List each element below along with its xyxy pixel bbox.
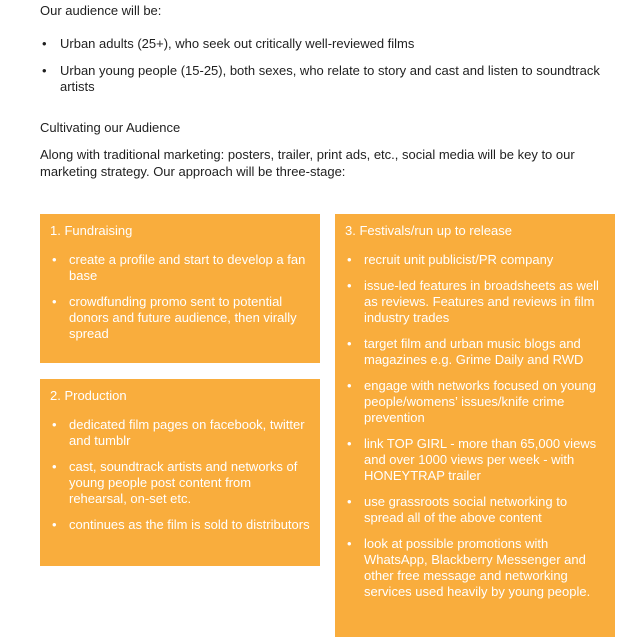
festivals-title: 3. Festivals/run up to release (345, 223, 512, 238)
audience-item (40, 63, 620, 95)
production-panel (40, 379, 320, 566)
bullet-icon: • (52, 417, 57, 432)
fundraising-item (50, 252, 310, 284)
production-item-text: dedicated film pages on facebook, twitter and tumblr (69, 417, 305, 448)
cultivating-intro: Along with traditional marketing: posters, trailer, print ads, etc., social media will be key to our marketing strategy. Our approach will be three-stage: (40, 147, 575, 179)
bullet-icon: • (52, 294, 57, 309)
festivals-item (345, 536, 605, 600)
bullet-icon: • (42, 36, 47, 51)
fundraising-item (50, 294, 310, 342)
festivals-item-text: engage with networks focused on young people/womens’ issues/knife crime prevention (364, 378, 596, 425)
festivals-item-text: use grassroots social networking to spread all of the above content (364, 494, 568, 525)
fundraising-panel (40, 214, 320, 363)
bullet-icon: • (52, 517, 57, 532)
bullet-icon: • (347, 436, 352, 451)
fundraising-item-text: crowdfunding promo sent to potential donors and future audience, then virally spread (69, 294, 297, 341)
festivals-panel (335, 214, 615, 637)
bullet-icon: • (347, 536, 352, 551)
festivals-item-text: issue-led features in broadsheets as well as reviews. Features and reviews in film industry trades (364, 278, 599, 325)
festivals-item-text: target film and urban music blogs and magazines e.g. Grime Daily and RWD (364, 336, 584, 367)
festivals-item (345, 436, 605, 484)
audience-item-text: Urban young people (15-25), both sexes, who relate to story and cast and listen to soundtrack artists (60, 63, 600, 94)
festivals-item (345, 252, 605, 268)
audience-list (40, 36, 620, 106)
festivals-item (345, 494, 605, 526)
bullet-icon: • (52, 252, 57, 267)
production-title: 2. Production (50, 388, 127, 403)
festivals-item-text: look at possible promotions with WhatsApp, Blackberry Messenger and other free message and networking services used heavily by young people. (364, 536, 591, 599)
bullet-icon: • (347, 278, 352, 293)
bullet-icon: • (347, 336, 352, 351)
production-item-text: cast, soundtrack artists and networks of young people post content from rehearsal, on-set etc. (69, 459, 298, 506)
audience-item (40, 36, 620, 52)
festivals-item (345, 378, 605, 426)
fundraising-title: 1. Fundraising (50, 223, 133, 238)
festivals-item (345, 278, 605, 326)
bullet-icon: • (347, 494, 352, 509)
cultivating-heading: Cultivating our Audience (40, 120, 181, 135)
fundraising-list (50, 252, 310, 342)
production-item (50, 517, 310, 533)
production-list (50, 417, 310, 533)
festivals-item-text: link TOP GIRL - more than 65,000 views and over 1000 views per week - with HONEYTRAP trailer (364, 436, 597, 483)
production-item (50, 459, 310, 507)
production-item-text: continues as the film is sold to distributors (69, 517, 310, 532)
festivals-list (345, 252, 605, 600)
bullet-icon: • (52, 459, 57, 474)
bullet-icon: • (347, 252, 352, 267)
bullet-icon: • (42, 63, 47, 78)
festivals-item (345, 336, 605, 368)
production-item (50, 417, 310, 449)
bullet-icon: • (347, 378, 352, 393)
fundraising-item-text: create a profile and start to develop a fan base (69, 252, 306, 283)
audience-heading: Our audience will be: (40, 3, 162, 18)
audience-item-text: Urban adults (25+), who seek out critically well-reviewed films (60, 36, 415, 51)
festivals-item-text: recruit unit publicist/PR company (364, 252, 554, 267)
